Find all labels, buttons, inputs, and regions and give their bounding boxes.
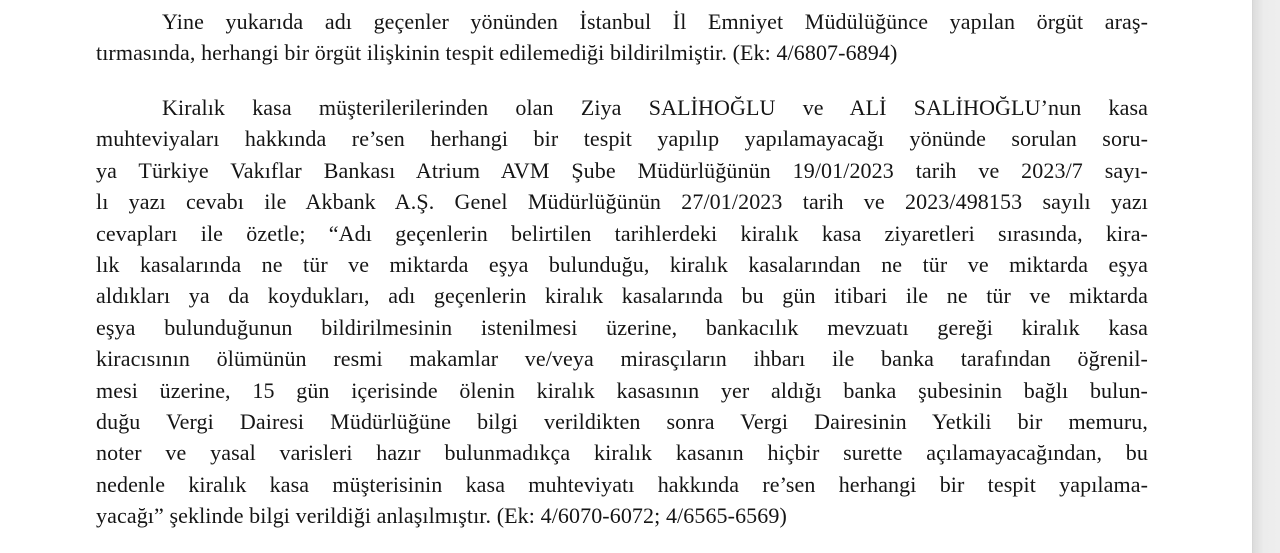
paragraph-2-line-3: ya Türkiye Vakıflar Bankası Atrium AVM Şube Müdürlüğünün 19/01/2023 tarih ve 2023/7 sayı- (96, 157, 1148, 183)
paragraph-2-line-5: cevapları ile özetle; “Adı geçenlerin belirtilen tarihlerdeki kiralık kasa ziyaretleri sırasında, kira- (96, 220, 1148, 246)
paragraph-2-line-8: eşya bulunduğunun bildirilmesinin istenilmesi üzerine, bankacılık mevzuatı gereği kiralık kasa (96, 314, 1148, 340)
paragraph-2-line-9: kiracısının ölümünün resmi makamlar ve/veya mirasçıların ihbarı ile banka tarafından öğrenil- (96, 346, 1148, 372)
paragraph-1-line-2: tırmasında, herhangi bir örgüt ilişkinin tespit edilemediği bildirilmiştir. (Ek: 4/6807-6894) (96, 40, 898, 66)
paragraph-2-line-12: noter ve yasal varisleri hazır bulunmadıkça kiralık kasanın hiçbir surette açılamayacağından, bu (96, 440, 1148, 466)
paragraph-2-line-10: mesi üzerine, 15 gün içerisinde ölenin kiralık kasasının yer aldığı banka şubesinin bağlı bulun- (96, 377, 1148, 403)
paragraph-2-line-1: Kiralık kasa müşterilerilerinden olan Ziya SALİHOĞLU ve ALİ SALİHOĞLU’nun kasa (162, 95, 1148, 120)
viewer-background-edge (1253, 0, 1280, 553)
paragraph-2-line-13: nedenle kiralık kasa müşterisinin kasa muhteviyatı hakkında re’sen herhangi bir tespit yapılama- (96, 471, 1148, 497)
paragraph-2-line-11: duğu Vergi Dairesi Müdürlüğüne bilgi verildikten sonra Vergi Dairesinin Yetkili bir memuru, (96, 408, 1148, 434)
paragraph-2-line-7: aldıkları ya da koydukları, adı geçenlerin kiralık kasalarında bu gün itibari ile ne tür ve miktarda (96, 283, 1148, 309)
paragraph-2 (96, 92, 1148, 531)
paragraph-1 (96, 6, 1148, 69)
paragraph-2-line-4: lı yazı cevabı ile Akbank A.Ş. Genel Müdürlüğünün 27/01/2023 tarih ve 2023/498153 sayılı yazı (96, 189, 1148, 215)
paragraph-1-line-1: Yine yukarıda adı geçenler yönünden İstanbul İl Emniyet Müdülüğünce yapılan örgüt araş- (162, 9, 1148, 34)
paragraph-2-line-2: muhteviyaları hakkında re’sen herhangi bir tespit yapılıp yapılamayacağı yönünde sorulan soru- (96, 126, 1148, 152)
paragraph-2-line-14: yacağı” şeklinde bilgi verildiği anlaşılmıştır. (Ek: 4/6070-6072; 4/6565-6569) (96, 503, 787, 529)
paragraph-2-line-6: lık kasalarında ne tür ve miktarda eşya bulunduğu, kiralık kasalarından ne tür ve miktarda eşya (96, 251, 1148, 277)
